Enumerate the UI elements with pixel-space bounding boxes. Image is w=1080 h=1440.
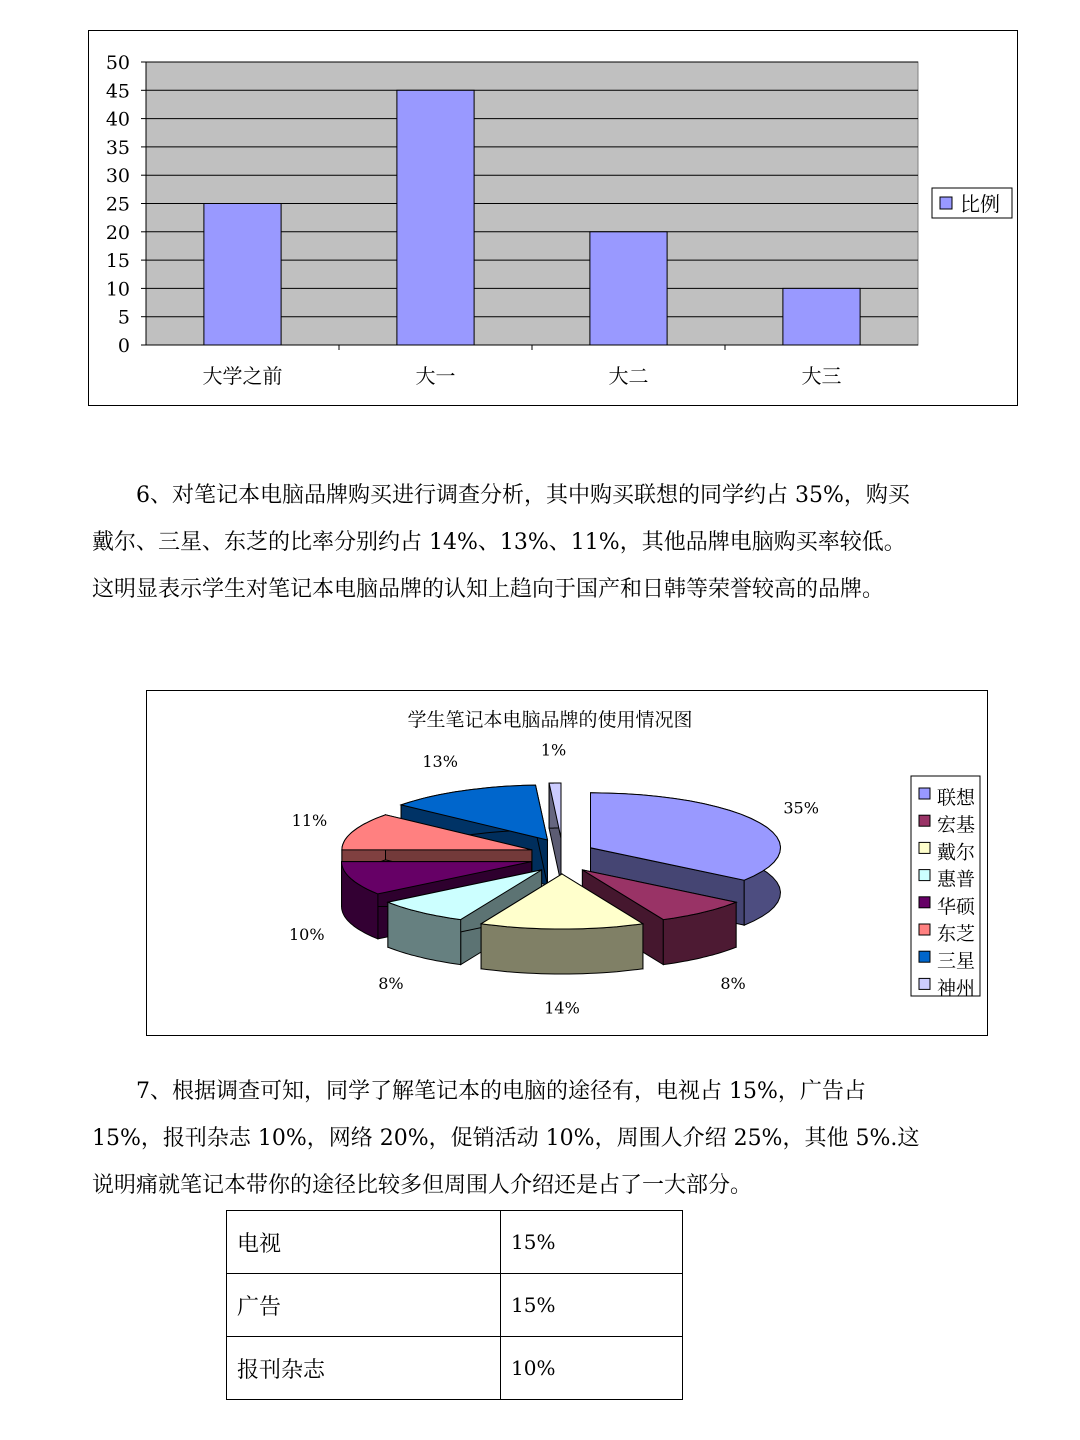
y-tick-label: 50 — [105, 52, 130, 74]
pie-data-label: 10% — [288, 924, 325, 944]
pie-legend-swatch — [919, 924, 930, 935]
pie-legend-label: 东芝 — [937, 923, 976, 945]
y-tick-label: 5 — [117, 306, 130, 329]
pie-legend-swatch — [919, 978, 930, 989]
pie-legend-label: 戴尔 — [937, 841, 976, 864]
pie-data-label: 11% — [291, 810, 328, 830]
pie-chart — [146, 690, 988, 1036]
paragraph-6-text: 6、对笔记本电脑品牌购买进行调查分析，其中购买联想的同学约占 35%，购买戴尔、三星、东芝的比率分别约占 14%、13%、11%，其他品牌电脑购买率较低。这明显表示学生对笔记本电脑品牌的认知上趋向于国产和日韩等荣誉较高的品牌。 — [92, 483, 910, 602]
pie-legend-swatch — [919, 815, 930, 826]
pie-data-label: 13% — [422, 752, 458, 772]
pie-legend-label: 惠普 — [937, 868, 976, 891]
y-tick-label: 30 — [105, 165, 130, 188]
bar — [783, 288, 860, 345]
pie-slice-side — [481, 924, 643, 974]
pie-data-label: 14% — [544, 998, 580, 1018]
x-tick-label: 大二 — [608, 364, 649, 388]
pie-legend-swatch — [919, 842, 930, 853]
table-row — [227, 1337, 683, 1400]
paragraph-7 — [92, 1068, 922, 1209]
pie-legend-label: 华硕 — [937, 895, 976, 918]
x-tick-label: 大学之前 — [202, 364, 283, 388]
table-cell-name: 电视 — [227, 1211, 501, 1274]
bar-chart — [88, 30, 1018, 406]
x-tick-label: 大三 — [801, 364, 842, 388]
y-tick-label: 35 — [105, 136, 130, 159]
pie-data-label: 8% — [720, 974, 746, 994]
y-tick-label: 15 — [105, 250, 130, 273]
legend-label: 比例 — [960, 192, 1000, 216]
table-cell-pct: 15% — [501, 1274, 683, 1337]
pie-slice-group — [549, 783, 561, 883]
bar — [397, 90, 474, 345]
pie-chart-svg — [147, 691, 987, 1035]
y-tick-label: 10 — [105, 278, 130, 301]
y-tick-label: 45 — [105, 80, 130, 103]
ways-table — [226, 1210, 683, 1400]
pie-legend-swatch — [919, 870, 930, 881]
table-cell-name: 广告 — [227, 1274, 501, 1337]
bar-chart-svg — [89, 31, 1017, 405]
table-row — [227, 1211, 683, 1274]
pie-legend-swatch — [919, 897, 930, 908]
table-cell-pct: 15% — [501, 1211, 683, 1274]
x-tick-label: 大一 — [415, 364, 456, 388]
pie-legend-swatch — [919, 951, 930, 962]
pie-legend-label: 神州 — [937, 977, 976, 1000]
y-tick-label: 25 — [105, 193, 130, 216]
bar — [590, 232, 667, 345]
y-tick-label: 20 — [105, 221, 130, 244]
pie-data-label: 8% — [378, 974, 404, 994]
table-cell-name: 报刊杂志 — [227, 1337, 501, 1400]
pie-legend-label: 联想 — [937, 787, 976, 809]
pie-legend-swatch — [919, 788, 930, 799]
y-tick-label: 40 — [105, 108, 130, 131]
legend-swatch — [940, 197, 952, 209]
table-row — [227, 1274, 683, 1337]
pie-data-label: 1% — [540, 740, 567, 760]
paragraph-6 — [92, 472, 922, 613]
pie-legend-label: 宏基 — [937, 814, 976, 837]
pie-legend-label: 三星 — [937, 950, 976, 973]
bar — [204, 204, 281, 346]
pie-data-label: 35% — [783, 798, 819, 818]
y-tick-label: 0 — [117, 335, 130, 357]
pie-title: 学生笔记本电脑品牌的使用情况图 — [407, 709, 693, 731]
table-cell-pct: 10% — [501, 1337, 683, 1400]
paragraph-7-text: 7、根据调查可知，同学了解笔记本的电脑的途径有，电视占 15%，广告占 15%，报刊杂志 10%，网络 20%，促销活动 10%，周围人介绍 25%，其他 5%.这说明痛就笔记本带你的途径比较多但周围人介绍还是占了一大部分。 — [92, 1079, 920, 1198]
